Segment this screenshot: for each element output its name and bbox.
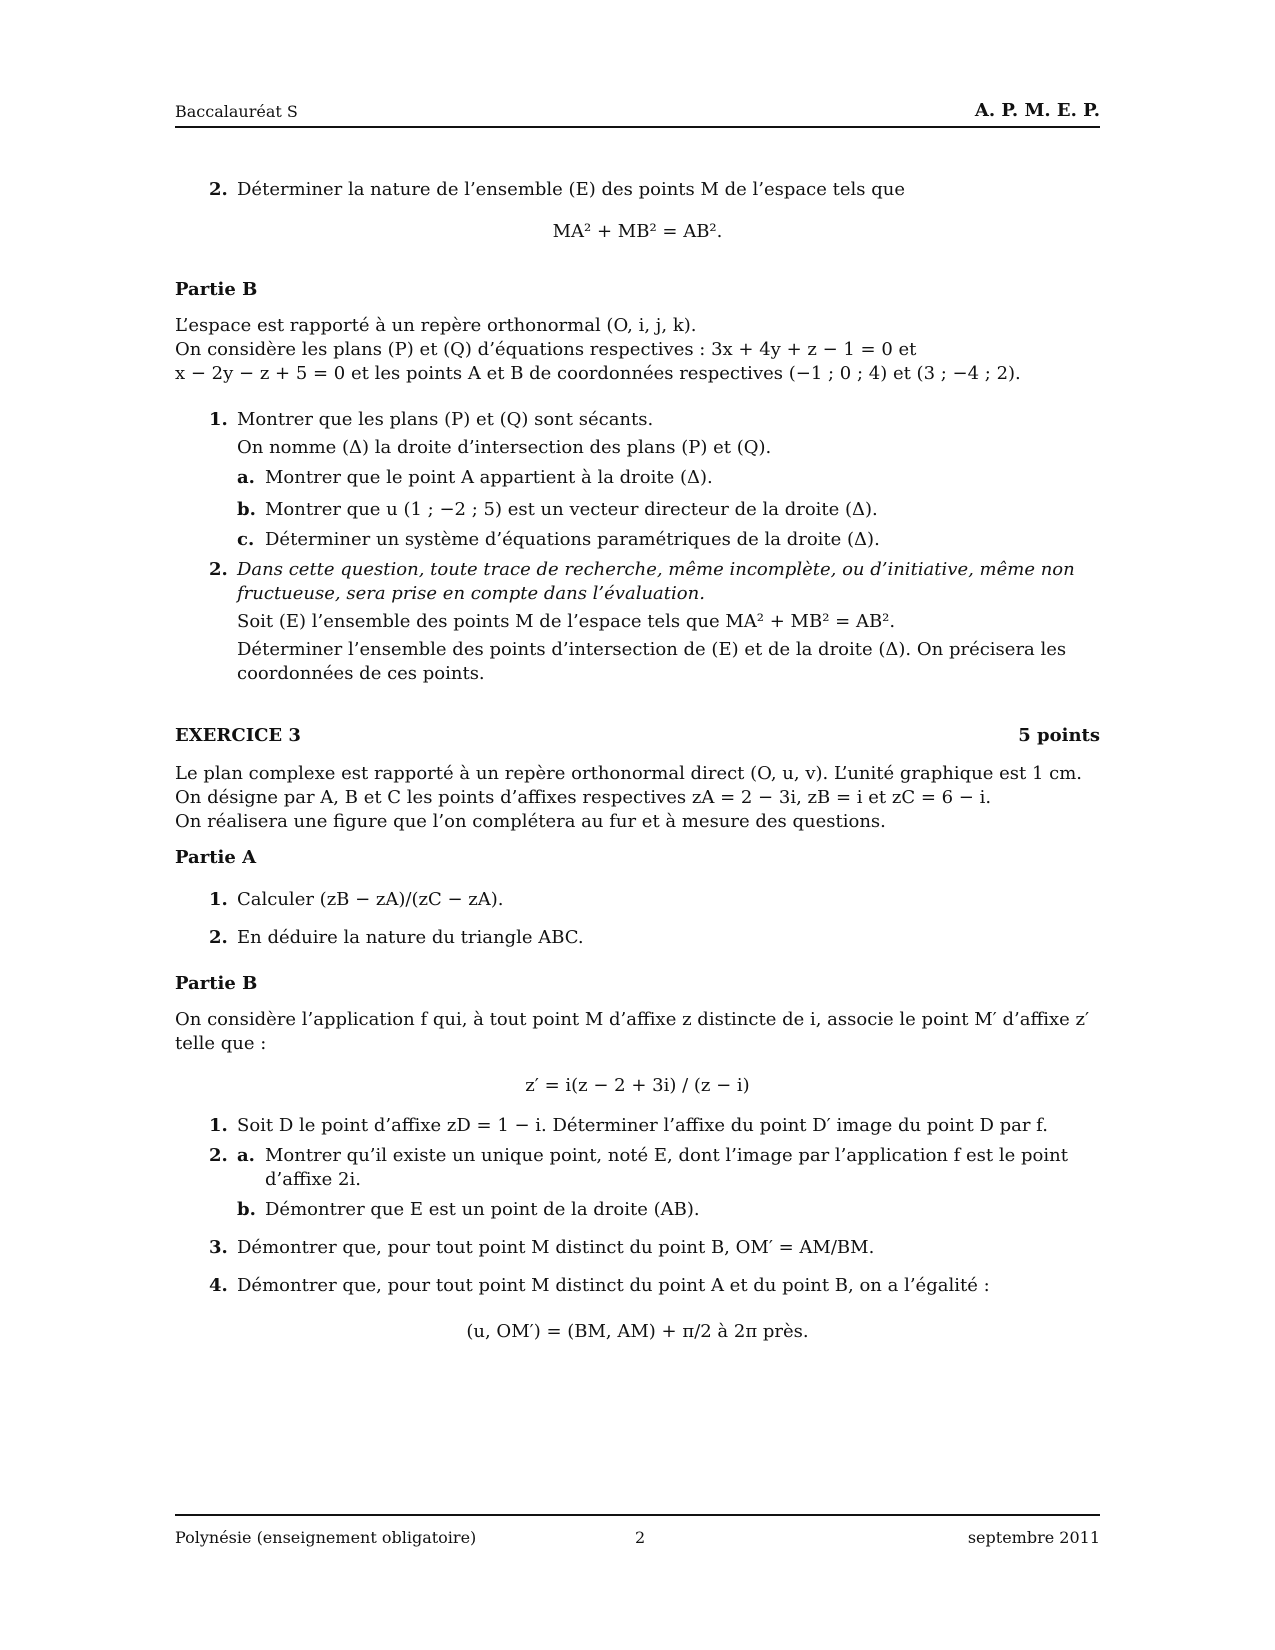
formula-ma2-mb2: MA² + MB² = AB². bbox=[552, 221, 723, 242]
question-text: Calculer (zB − zA)/(zC − zA). bbox=[237, 889, 504, 910]
exercise-points: 5 points bbox=[1018, 725, 1100, 746]
subquestion-text: Montrer que u (1 ; −2 ; 5) est un vecteur directeur de la droite (Δ). bbox=[265, 499, 878, 520]
question-number: 1. bbox=[209, 889, 228, 910]
partB-question-2 bbox=[175, 558, 1100, 606]
partB-question-1 bbox=[175, 408, 1100, 432]
question-number: 2. bbox=[209, 927, 228, 948]
formula-z-prime: z′ = i(z − 2 + 3i) / (z − i) bbox=[525, 1075, 750, 1096]
question-text: On nomme (Δ) la droite d’intersection des plans (P) et (Q). bbox=[237, 437, 772, 458]
ex3-intro-3: On réalisera une figure que l’on complétera au fur et à mesure des questions. bbox=[175, 811, 886, 832]
page-number: 2 bbox=[635, 1528, 646, 1547]
subquestion-label: b. bbox=[237, 499, 256, 520]
subquestion-label: a. bbox=[237, 467, 255, 488]
page-header bbox=[175, 102, 1100, 128]
page-footer bbox=[175, 1514, 1100, 1547]
subquestion-text: Déterminer un système d’équations paramétriques de la droite (Δ). bbox=[265, 529, 880, 550]
ex3-b-question-2b bbox=[175, 1198, 1100, 1222]
question-number: 4. bbox=[209, 1275, 228, 1296]
ex3-intro-2: On désigne par A, B et C les points d’affixes respectives zA = 2 − 3i, zB = i et zC = 6 − i. bbox=[175, 787, 992, 808]
partB-question-1c bbox=[175, 528, 1100, 552]
partB-intro-3: x − 2y − z + 5 = 0 et les points A et B de coordonnées respectives (−1 ; 0 ; 4) et (3 ; −4 ; 2). bbox=[175, 363, 1021, 384]
section-title-partie-a: Partie A bbox=[175, 847, 257, 868]
partB-question-2-line3 bbox=[175, 638, 1100, 686]
question-number: 2. bbox=[209, 1145, 228, 1166]
question-number: 2. bbox=[209, 179, 228, 200]
header-right: A. P. M. E. P. bbox=[974, 100, 1100, 121]
document-page bbox=[175, 0, 1100, 1650]
question-text: En déduire la nature du triangle ABC. bbox=[237, 927, 584, 948]
page-content bbox=[175, 178, 1100, 1344]
question-number: 2. bbox=[209, 559, 228, 580]
subquestion-label: b. bbox=[237, 1199, 256, 1220]
section-title-partie-b-ex3: Partie B bbox=[175, 973, 258, 994]
ex3-a-question-1 bbox=[175, 888, 1100, 912]
ex3-b-question-1 bbox=[175, 1114, 1100, 1138]
exercise-3-header bbox=[175, 724, 1100, 748]
question-number: 3. bbox=[209, 1237, 228, 1258]
subquestion-text: Montrer qu’il existe un unique point, noté E, dont l’image par l’application f est le point d’affixe 2i. bbox=[265, 1145, 1068, 1190]
partB-intro-2: On considère les plans (P) et (Q) d’équations respectives : 3x + 4y + z − 1 = 0 et bbox=[175, 339, 917, 360]
question-number: 1. bbox=[209, 409, 228, 430]
ex3-b-intro: On considère l’application f qui, à tout point M d’affixe z distincte de i, associe le point M′ d’affixe z′ telle que : bbox=[175, 1009, 1090, 1054]
question-text: Soit D le point d’affixe zD = 1 − i. Déterminer l’affixe du point D′ image du point D par f. bbox=[237, 1115, 1048, 1136]
subquestion-text: Démontrer que E est un point de la droite (AB). bbox=[265, 1199, 700, 1220]
question-number: 1. bbox=[209, 1115, 228, 1136]
footer-left: Polynésie (enseignement obligatoire) bbox=[175, 1528, 477, 1547]
section-title-partie-b: Partie B bbox=[175, 279, 258, 300]
formula-angle-equality: (u, OM′) = (BM, AM) + π/2 à 2π près. bbox=[466, 1321, 809, 1342]
partB-question-1a bbox=[175, 466, 1100, 490]
ex3-b-question-4 bbox=[175, 1274, 1100, 1298]
question-text: Déterminer la nature de l’ensemble (E) des points M de l’espace tels que bbox=[237, 179, 905, 200]
partB-intro-1: L’espace est rapporté à un repère orthonormal (O, i, j, k). bbox=[175, 315, 697, 336]
question-text: Montrer que les plans (P) et (Q) sont sécants. bbox=[237, 409, 654, 430]
question-text: Soit (E) l’ensemble des points M de l’espace tels que MA² + MB² = AB². bbox=[237, 611, 896, 632]
subquestion-label: a. bbox=[237, 1145, 255, 1166]
question-text: Démontrer que, pour tout point M distinct du point A et du point B, on a l’égalité : bbox=[237, 1275, 990, 1296]
exercise-title: EXERCICE 3 bbox=[175, 725, 301, 746]
subquestion-text: Montrer que le point A appartient à la droite (Δ). bbox=[265, 467, 713, 488]
footer-right: septembre 2011 bbox=[967, 1528, 1100, 1547]
partB-question-2-line2 bbox=[175, 610, 1100, 634]
question-text: Démontrer que, pour tout point M distinct du point B, OM′ = AM/BM. bbox=[237, 1237, 875, 1258]
ex3-a-question-2 bbox=[175, 926, 1100, 950]
partB-question-1b bbox=[175, 498, 1100, 522]
partB-question-1-line2 bbox=[175, 436, 1100, 460]
question-italic-note: Dans cette question, toute trace de recherche, même incomplète, ou d’initiative, même non fructueuse, sera prise en compte dans l’évaluation. bbox=[237, 559, 1075, 604]
ex3-b-question-2a bbox=[175, 1144, 1100, 1192]
ex3-b-question-3 bbox=[175, 1236, 1100, 1260]
header-left: Baccalauréat S bbox=[175, 102, 298, 121]
ex3-intro-1: Le plan complexe est rapporté à un repère orthonormal direct (O, u, v). L’unité graphique est 1 cm. bbox=[175, 763, 1082, 784]
partA-question-2 bbox=[175, 178, 1100, 202]
question-text: Déterminer l’ensemble des points d’intersection de (E) et de la droite (Δ). On précisera les coordonnées de ces points. bbox=[237, 639, 1067, 684]
subquestion-label: c. bbox=[237, 529, 255, 550]
